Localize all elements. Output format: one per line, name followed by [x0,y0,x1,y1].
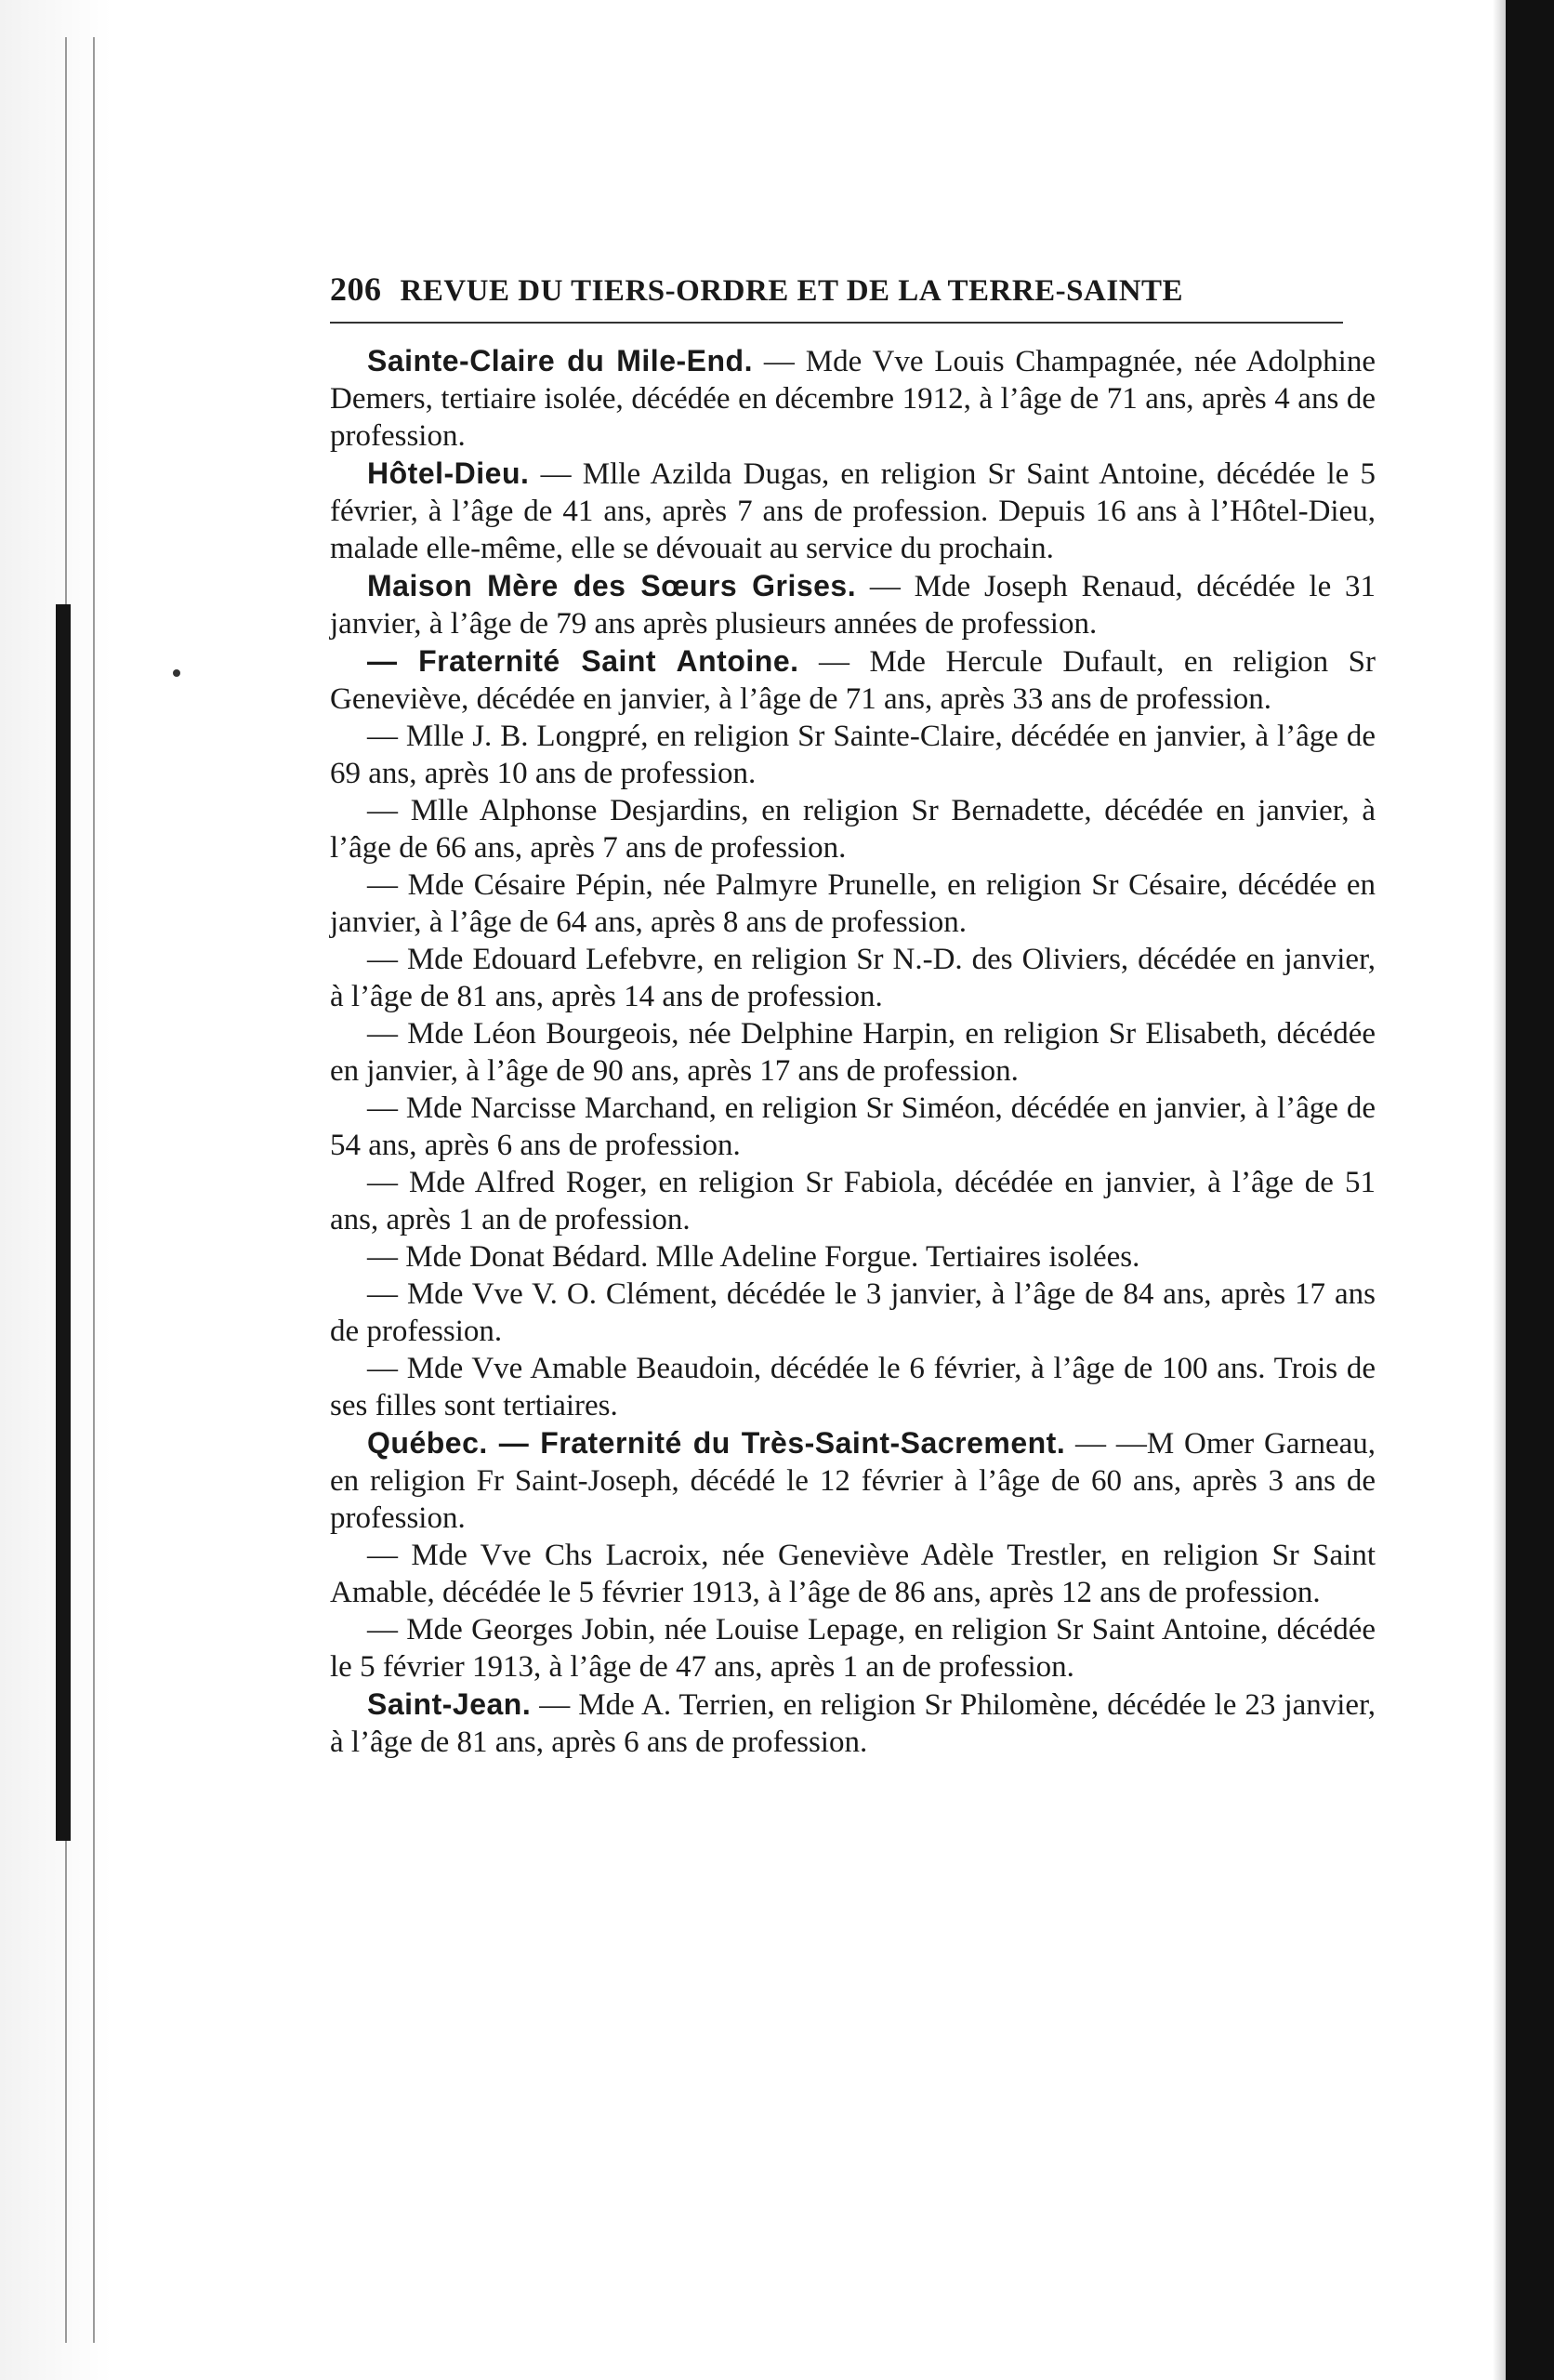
paragraph [330,1238,1376,1276]
section-heading: Saint-Jean. [367,1687,532,1721]
scan-speck [173,669,180,677]
paragraph-text: — Mlle Alphonse Desjardins, en religion Sr Bernadette, décédée en janvier, à l’âge de 66 ans, après 7 ans de profession. [330,794,1376,865]
paragraph [330,718,1376,792]
paragraph-text: — Mde Vve Louis Champagnée, née Adolphine Demers, tertiaire isolée, décédée en décembre 1912, à l’âge de 71 ans, après 4 ans de profession. [330,345,1376,453]
paragraph [330,1350,1376,1424]
paragraph-text: — Mde Georges Jobin, née Louise Lepage, en religion Sr Saint Antoine, décédée le 5 février 1913, à l’âge de 47 ans, après 1 an de profession. [330,1613,1376,1684]
scan-edge-bar [56,604,71,1841]
paragraph [330,642,1376,718]
section-heading: Hôtel-Dieu. [367,456,530,490]
paragraph [330,1537,1376,1611]
obituary-list [330,342,1376,1761]
paragraph-text: — Mde Edouard Lefebvre, en religion Sr N.-D. des Oliviers, décédée en janvier, à l’âge de 81 ans, après 14 ans de profession. [330,943,1376,1013]
paragraph [330,941,1376,1015]
section-heading: Sainte-Claire du Mile-End. [367,344,753,377]
section-heading: Maison Mère des Sœurs Grises. [367,569,857,602]
paragraph-text: — Mde Césaire Pépin, née Palmyre Prunelle, en religion Sr Césaire, décédée en janvier, à l’âge de 64 ans, après 8 ans de profession. [330,868,1376,939]
paragraph-text: — Mde Léon Bourgeois, née Delphine Harpin, en religion Sr Elisabeth, décédée en janvier, à l’âge de 90 ans, après 17 ans de profession. [330,1017,1376,1088]
book-page [330,270,1376,1761]
header-rule [330,322,1343,324]
paragraph [330,792,1376,866]
paragraph [330,1090,1376,1164]
paragraph-text: — Mde Donat Bédard. Mlle Adeline Forgue. Tertiaires isolées. [367,1240,1140,1274]
paragraph [330,866,1376,941]
scan-right-edge [1506,0,1554,2380]
paragraph-text: — —M Omer Garneau, en religion Fr Saint-Joseph, décédé le 12 février à l’âge de 60 ans, après 3 ans de profession. [330,1427,1376,1535]
running-title: REVUE DU TIERS-ORDRE ET DE LA TERRE-SAINTE [400,274,1184,308]
paragraph [330,342,1376,455]
paragraph [330,1015,1376,1090]
paragraph [330,1686,1376,1761]
paragraph-text: — Mde Vve Chs Lacroix, née Geneviève Adèle Trestler, en religion Sr Saint Amable, décédée le 5 février 1913, à l’âge de 86 ans, après 12 ans de profession. [330,1539,1376,1609]
paragraph [330,1164,1376,1238]
paragraph-text: — Mde Vve Amable Beaudoin, décédée le 6 février, à l’âge de 100 ans. Trois de ses filles sont tertiaires. [330,1352,1376,1422]
paragraph-text: — Mde A. Terrien, en religion Sr Philomène, décédée le 23 janvier, à l’âge de 81 ans, après 6 ans de profession. [330,1688,1376,1759]
paragraph-text: — Mlle J. B. Longpré, en religion Sr Sainte-Claire, décédée en janvier, à l’âge de 69 ans, après 10 ans de profession. [330,720,1376,790]
section-heading: Québec. — Fraternité du Très-Saint-Sacrement. [367,1426,1066,1460]
paragraph [330,1276,1376,1350]
paragraph [330,455,1376,567]
paragraph [330,1611,1376,1686]
paragraph-text: — Mde Alfred Roger, en religion Sr Fabiola, décédée en janvier, à l’âge de 51 ans, après 1 an de profession. [330,1166,1376,1236]
paragraph-text: — Mlle Azilda Dugas, en religion Sr Saint Antoine, décédée le 5 février, à l’âge de 41 ans, après 7 ans de profession. Depuis 16 ans à l’Hôtel-Dieu, malade elle-même, elle se dévouait au service du prochain. [330,457,1376,565]
scan-spine-line [93,37,95,2343]
page-number: 206 [330,271,382,308]
paragraph-text: — Mde Joseph Renaud, décédée le 31 janvier, à l’âge de 79 ans après plusieurs années de profession. [330,570,1376,641]
paragraph-text: — Mde Hercule Dufault, en religion Sr Geneviève, décédée en janvier, à l’âge de 71 ans, après 33 ans de profession. [330,645,1376,716]
paragraph [330,1424,1376,1537]
scan-right-shadow [1493,0,1506,2380]
section-heading: — Fraternité Saint Antoine. [367,644,799,678]
paragraph-text: — Mde Vve V. O. Clément, décédée le 3 janvier, à l’âge de 84 ans, après 17 ans de profession. [330,1277,1376,1348]
paragraph-text: — Mde Narcisse Marchand, en religion Sr Siméon, décédée en janvier, à l’âge de 54 ans, après 6 ans de profession. [330,1091,1376,1162]
paragraph [330,567,1376,642]
running-head [330,270,1376,309]
